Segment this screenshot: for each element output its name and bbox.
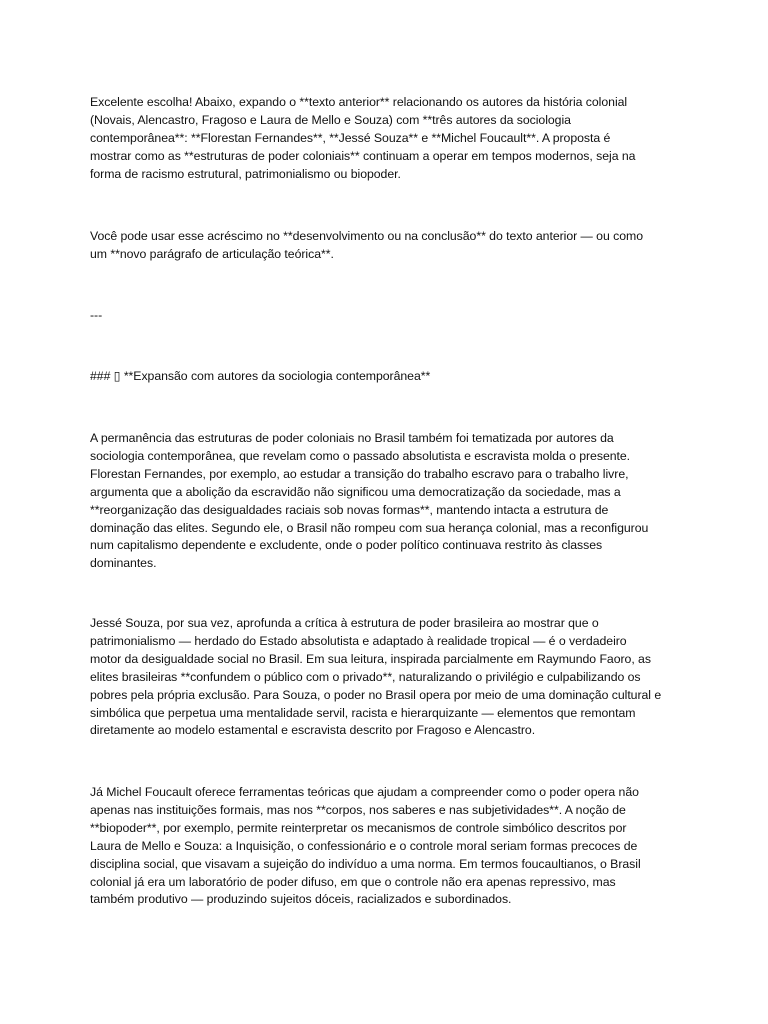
jesse-paragraph: Jessé Souza, por sua vez, aprofunda a crítica à estrutura de poder brasileira ao mostrar que o patrimonialismo — herdado do Estado absolutista e adaptado à realidade tropical — é o verdadeiro motor da desigualdade social no Brasil. Em sua leitura, inspirada parcialmente em Raymundo Faoro, as elites brasileiras **confundem o público com o privado**, naturalizando o privilégio e culpabilizando os pobres pela própria exclusão. Para Souza, o poder no Brasil opera por meio de uma dominação cultural e simbólica que perpetua uma mentalidade servil, racista e hierarquizante — elementos que remontam diretamente ao modelo estamental e escravista descrito por Fragoso e Alencastro. <box>90 616 662 738</box>
section-heading: ### ▯ **Expansão com autores da sociologia contemporânea** <box>90 369 431 383</box>
separator-line: --- <box>90 308 103 322</box>
usage-paragraph: Você pode usar esse acréscimo no **desenvolvimento ou na conclusão** do texto anterior — ou como um **novo parágrafo de articulação teórica**. <box>90 229 643 261</box>
foucault-paragraph: Já Michel Foucault oferece ferramentas teóricas que ajudam a compreender como o poder opera não apenas nas instituições formais, mas nos **corpos, nos saberes e nas subjetividades**. A noção de **biopoder**, por exemplo, permite reinterpretar os mecanismos de controle simbólico descritos por Laura de Mello e Souza: a Inquisição, o confessionário e o controle moral seriam formas precoces de disciplina social, que visavam a sujeição do indivíduo a uma norma. Em termos foucaultianos, o Brasil colonial já era um laboratório de poder difuso, em que o controle não era apenas repressivo, mas também produtivo — produzindo sujeitos dóceis, racializados e subordinados. <box>90 785 641 907</box>
florestan-paragraph: A permanência das estruturas de poder coloniais no Brasil também foi tematizada por autores da sociologia contemporânea, que revelam como o passado absolutista e escravista molda o presente. Florestan Fernandes, por exemplo, ao estudar a transição do trabalho escravo para o trabalho livre, argumenta que a abolição da escravidão não significou uma democratização da sociedade, mas a **reorganização das desigualdades raciais sob novas formas**, mantendo intacta a estrutura de dominação das elites. Segundo ele, o Brasil não rompeu com sua herança colonial, mas a reconfigurou num capitalismo dependente e excludente, onde o poder político continuava restrito às classes dominantes. <box>90 431 649 571</box>
intro-paragraph: Excelente escolha! Abaixo, expando o **texto anterior** relacionando os autores da história colonial (Novais, Alencastro, Fragoso e Laura de Mello e Souza) com **três autores da sociologia contemporânea**: **Florestan Fernandes**, **Jessé Souza** e **Michel Foucault**. A proposta é mostrar como as **estruturas de poder coloniais** continuam a operar em tempos modernos, seja na forma de racismo estrutural, patrimonialismo ou biopoder. <box>90 95 636 181</box>
